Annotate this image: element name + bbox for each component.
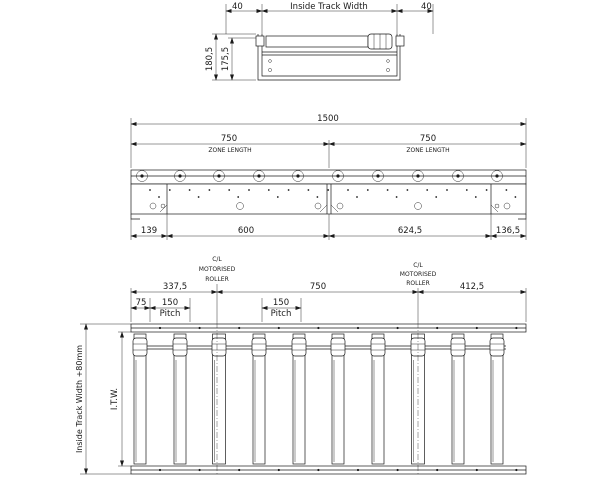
motor-b-motorised-label: MOTORISED — [399, 271, 437, 278]
side-hole — [228, 189, 230, 191]
side-hole — [268, 189, 270, 191]
pitch-b-label: Pitch — [270, 309, 292, 319]
plan-view — [75, 256, 526, 476]
motor-b-offset-dim: 412,5 — [459, 282, 485, 292]
side-hole — [387, 189, 389, 191]
bottom-dim-2: 600 — [237, 226, 255, 236]
side-hole — [149, 189, 151, 191]
plan-hole — [357, 327, 359, 329]
end-height-outer-dim: 180,5 — [205, 46, 215, 72]
side-roller-axle — [257, 174, 260, 177]
side-roller-axle — [296, 174, 299, 177]
plan-hole — [159, 469, 161, 471]
inside-track-width-label: Inside Track Width — [290, 2, 368, 12]
pitch-a-value: 150 — [161, 298, 179, 308]
side-roller-axle — [140, 174, 143, 177]
roller-groove-head — [490, 338, 504, 356]
bottom-dim-3: 624,5 — [397, 226, 423, 236]
side-hole — [277, 196, 279, 198]
side-hole — [248, 189, 250, 191]
roller-groove-head — [133, 338, 147, 356]
side-roller-axle — [495, 174, 498, 177]
side-hole — [347, 189, 349, 191]
end-side-right-dim: 40 — [421, 2, 432, 12]
side-hole — [288, 189, 290, 191]
side-hole — [426, 189, 428, 191]
itw-label: I.T.W. — [110, 387, 120, 411]
plan-hole — [159, 327, 161, 329]
plan-hole — [476, 327, 478, 329]
motor-a-roller-label: ROLLER — [205, 276, 229, 283]
side-hole — [169, 189, 171, 191]
zone-a-length-dim: 750 — [220, 134, 238, 144]
side-hole — [515, 196, 517, 198]
motor-spacing-dim: 750 — [309, 282, 327, 292]
roller-groove-head — [451, 338, 465, 356]
plan-hole — [436, 327, 438, 329]
plan-hole — [515, 469, 517, 471]
plan-roller-row — [133, 322, 504, 476]
side-hole — [198, 196, 200, 198]
plan-hole — [436, 469, 438, 471]
side-hole — [475, 196, 477, 198]
side-roller-axle — [217, 174, 220, 177]
motor-a-motorised-label: MOTORISED — [198, 266, 236, 273]
side-hole — [396, 196, 398, 198]
plan-hole — [199, 327, 201, 329]
motor-b-roller-label: ROLLER — [406, 280, 430, 287]
plan-hole — [397, 469, 399, 471]
plan-hole — [515, 327, 517, 329]
roller-groove-head — [292, 338, 306, 356]
side-roller-axle — [416, 174, 419, 177]
pitch-b-value: 150 — [272, 298, 290, 308]
plan-hole — [238, 327, 240, 329]
side-hole — [308, 189, 310, 191]
plan-hole — [397, 327, 399, 329]
motor-a-cl-label: C/L — [212, 256, 222, 263]
zone-b-label: ZONE LENGTH — [406, 147, 450, 154]
side-hole — [189, 189, 191, 191]
plan-hole — [357, 469, 359, 471]
plan-hole — [238, 469, 240, 471]
side-hole — [367, 189, 369, 191]
motor-b-cl-label: C/L — [413, 262, 423, 269]
side-view — [131, 114, 526, 240]
side-hole — [506, 189, 508, 191]
side-roller-axle — [456, 174, 459, 177]
end-side-left-dim: 40 — [232, 2, 243, 12]
side-hole — [209, 189, 211, 191]
plan-hole — [199, 469, 201, 471]
roller-groove-head — [331, 338, 345, 356]
motor-a-offset-dim: 337,5 — [162, 282, 188, 292]
side-hole — [158, 196, 160, 198]
side-hole — [317, 196, 319, 198]
side-hole — [407, 189, 409, 191]
plan-hole — [278, 327, 280, 329]
side-hole — [237, 196, 239, 198]
plan-hole — [278, 469, 280, 471]
bottom-dim-1: 139 — [140, 226, 158, 236]
side-hole — [466, 189, 468, 191]
plan-hole — [317, 469, 319, 471]
plan-hole — [317, 327, 319, 329]
side-roller-axle — [178, 174, 181, 177]
plan-hole — [476, 469, 478, 471]
roller-groove-head — [371, 338, 385, 356]
pitch-a-label: Pitch — [159, 309, 181, 319]
side-hole — [446, 189, 448, 191]
first-roller-offset-dim: 75 — [135, 298, 147, 308]
end-height-inner-dim: 175,5 — [221, 46, 231, 72]
roller-groove-head — [212, 338, 226, 356]
overall-width-label: Inside Track Width +80mm — [75, 344, 84, 454]
roller-groove-head — [252, 338, 266, 356]
side-hole — [435, 196, 437, 198]
side-roller-axle — [336, 174, 339, 177]
zone-a-label: ZONE LENGTH — [208, 147, 252, 154]
side-hole — [356, 196, 358, 198]
side-hole — [486, 189, 488, 191]
overall-length-dim: 1500 — [317, 114, 339, 124]
zone-b-length-dim: 750 — [419, 134, 437, 144]
bottom-dim-4: 136,5 — [495, 226, 521, 236]
roller-groove-head — [173, 338, 187, 356]
side-hole — [327, 189, 329, 191]
side-roller-axle — [376, 174, 379, 177]
end-view — [205, 2, 433, 80]
